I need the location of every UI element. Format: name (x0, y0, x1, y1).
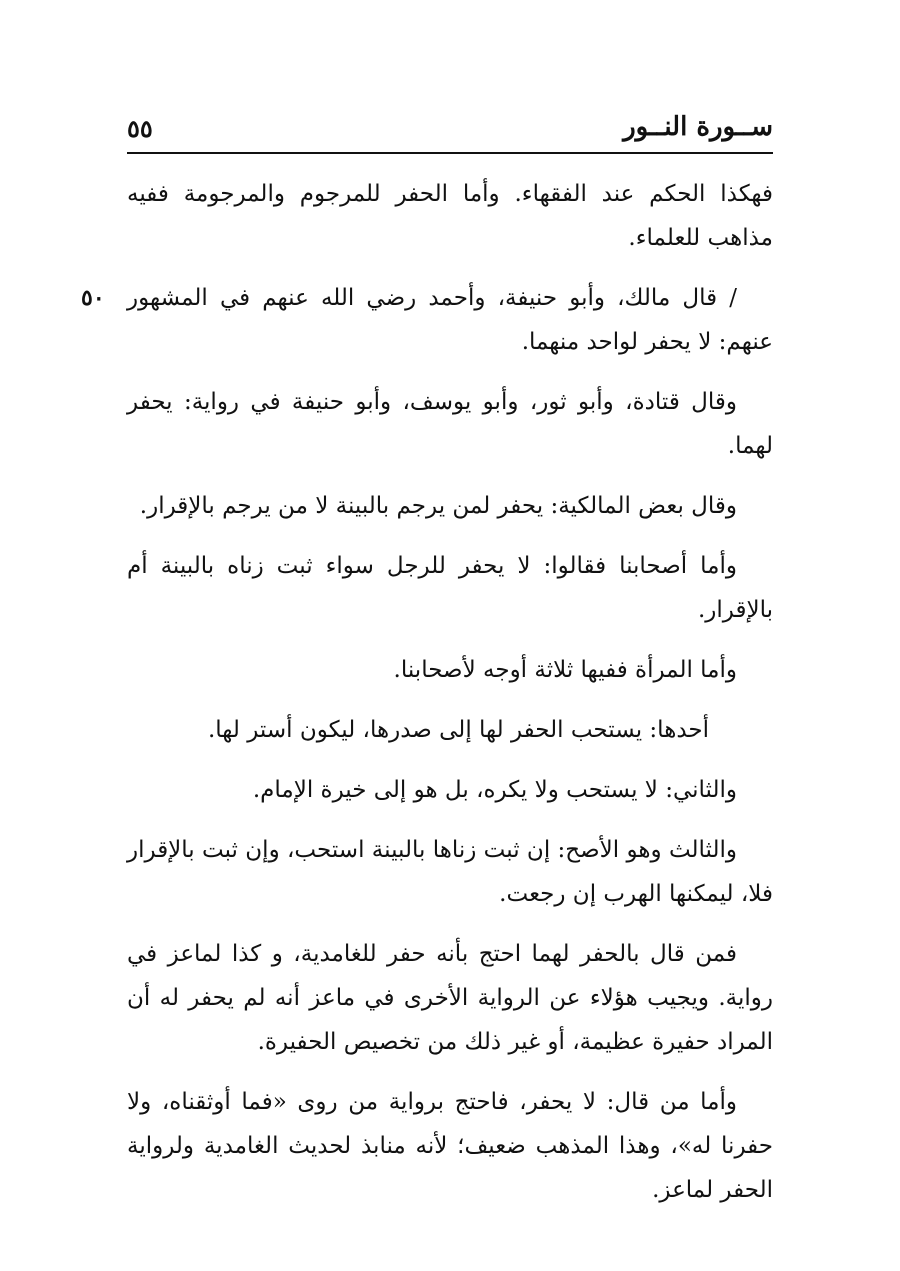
margin-page-marker: ٥٠ (81, 285, 105, 311)
paragraph-digging-argument: فمن قال بالحفر لهما احتج بأنه حفر للغامدية، و كذا لماعز في رواية. ويجيب هؤلاء عن الرواية الأخرى في ماعز أنه لم يحفر له أن المراد حفيرة عظيمة، أو غير ذلك من تخصيص الحفيرة. (127, 941, 773, 1055)
paragraph-malikiyya-view: وقال بعض المالكية: يحفر لمن يرجم بالبينة لا من يرجم بالإقرار. (139, 493, 737, 519)
header-rule (127, 152, 773, 154)
paragraph-ashab-view: وأما أصحابنا فقالوا: لا يحفر للرجل سواء ثبت زناه بالبينة أم بالإقرار. (127, 553, 773, 623)
paragraph-second-opinion: والثاني: لا يستحب ولا يكره، بل هو إلى خيرة الإمام. (252, 777, 737, 803)
paragraph-malik-view (81, 276, 773, 364)
paragraph-malik-text: / قال مالك، وأبو حنيفة، وأحمد رضي الله عنهم في المشهور عنهم: لا يحفر لواحد منهما. (127, 285, 773, 355)
paragraph-intro: فهكذا الحكم عند الفقهاء. وأما الحفر للمرجوم والمرجومة ففيه مذاهب للعلماء. (127, 181, 773, 251)
page-number: ٥٥ (127, 114, 153, 143)
page-header (127, 112, 773, 148)
paragraph-no-digging-argument: وأما من قال: لا يحفر، فاحتج برواية من روى «فما أوثقناه، ولا حفرنا له»، وهذا المذهب ضعيف؛ لأنه منابذ لحديث الغامدية ولرواية الحفر لماعز. (127, 1089, 773, 1203)
surah-title: ســورة النــور (623, 112, 773, 142)
paragraph-third-opinion: والثالث وهو الأصح: إن ثبت زناها بالبينة استحب، وإن ثبت بالإقرار فلا، ليمكنها الهرب إن رجعت. (127, 837, 773, 907)
paragraph-woman-intro: وأما المرأة ففيها ثلاثة أوجه لأصحابنا. (393, 657, 737, 683)
page-body (81, 172, 773, 1228)
paragraph-first-opinion: أحدها: يستحب الحفر لها إلى صدرها، ليكون أستر لها. (207, 717, 709, 743)
paragraph-qatada-view: وقال قتادة، وأبو ثور، وأبو يوسف، وأبو حنيفة في رواية: يحفر لهما. (127, 389, 773, 459)
